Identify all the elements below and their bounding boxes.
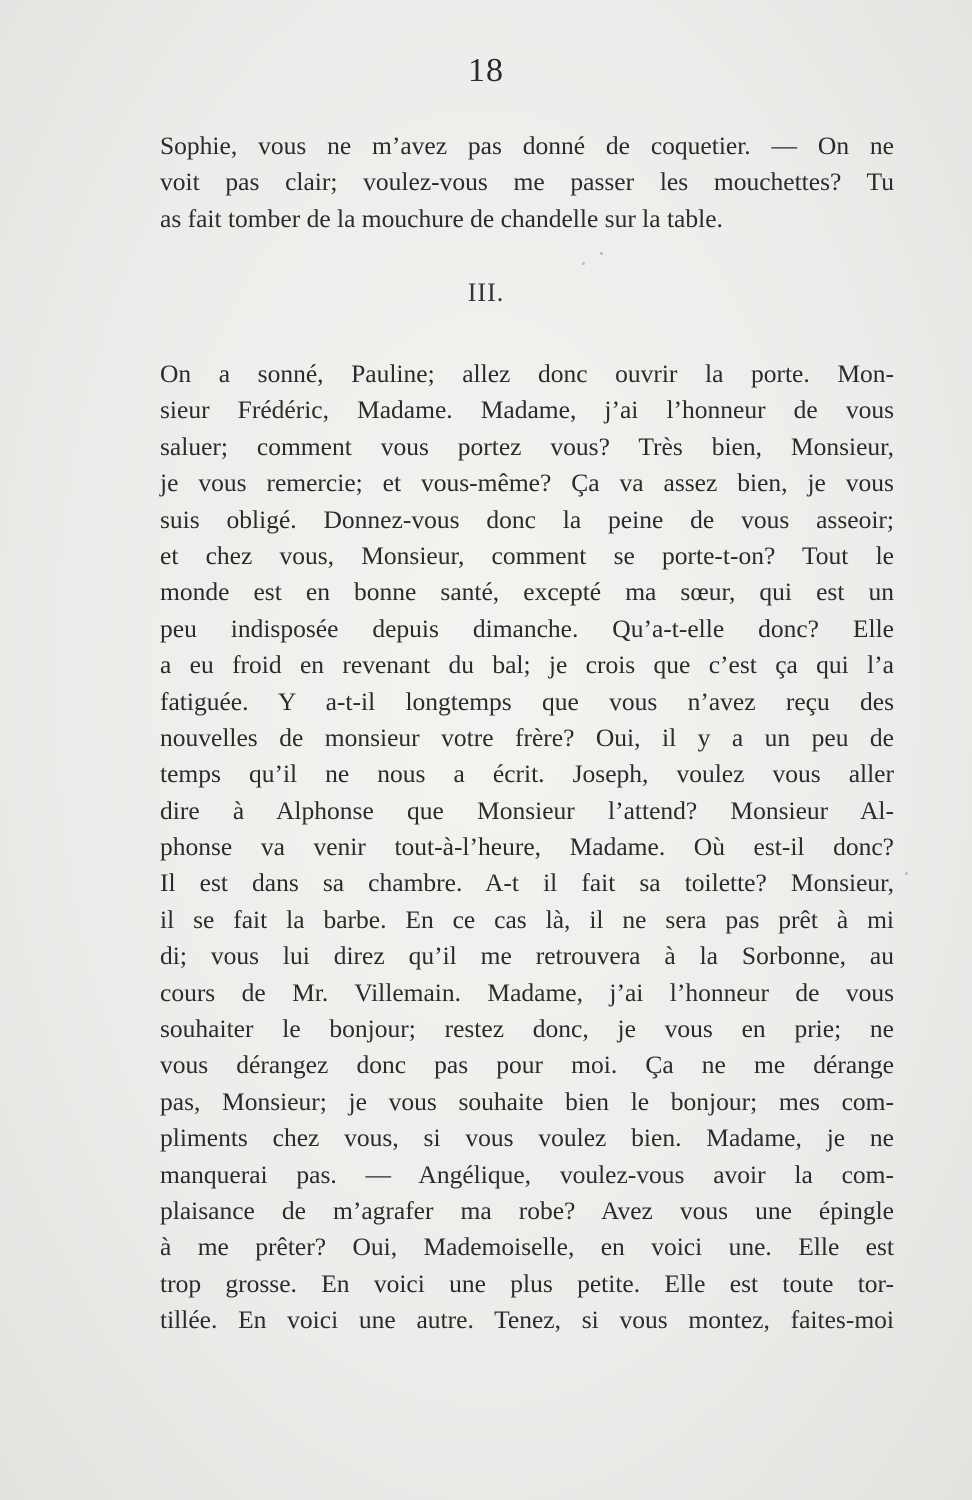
page-number: 18 [468,52,504,89]
text-line: tillée. En voici une autre. Tenez, si vous montez, faites-moi [160,1305,894,1335]
text-line: temps qu’il ne nous a écrit. Joseph, voulez vous aller [160,759,894,789]
text-line: voit pas clair; voulez-vous me passer les mouchettes? Tu [160,167,894,197]
text-line: trop grosse. En voici une plus petite. Elle est toute tor- [160,1268,894,1298]
text-line: nouvelles de monsieur votre frère? Oui, il y a un peu de [160,722,894,752]
text-line: sieur Frédéric, Madame. Madame, j’ai l’honneur de vous [160,395,894,425]
text-line: cours de Mr. Villemain. Madame, j’ai l’honneur de vous [160,977,894,1007]
text-line: à me prêter? Oui, Mademoiselle, en voici une. Elle est [160,1232,894,1262]
text-line: fatiguée. Y a-t-il longtemps que vous n’avez reçu des [160,686,894,716]
text-line: phonse va venir tout-à-l’heure, Madame. Où est-il donc? [160,832,894,862]
text-line: manquerai pas. — Angélique, voulez-vous avoir la com- [160,1159,894,1189]
text-line: et chez vous, Monsieur, comment se porte-t-on? Tout le [160,540,894,570]
text-line: je vous remercie; et vous-même? Ça va assez bien, je vous [160,468,894,498]
text-line: plaisance de m’agrafer ma robe? Avez vous une épingle [160,1195,894,1225]
text-line: pas, Monsieur; je vous souhaite bien le bonjour; mes com- [160,1086,894,1116]
text-line: On a sonné, Pauline; allez donc ouvrir la porte. Mon- [160,359,894,388]
ink-speck [582,262,585,265]
ink-speck [600,252,603,255]
text-line: pliments chez vous, si vous voulez bien. Madame, je ne [160,1123,894,1153]
text-line: as fait tomber de la mouchure de chandelle sur la table. [160,203,723,233]
text-line: peu indisposée depuis dimanche. Qu’a-t-elle donc? Elle [160,613,894,643]
text-line: Sophie, vous ne m’avez pas donné de coquetier. — On ne [160,131,894,160]
text-line: suis obligé. Donnez-vous donc la peine de vous asseoir; [160,504,894,534]
text-line: Il est dans sa chambre. A-t il fait sa toilette? Monsieur, [160,868,894,898]
text-line: monde est en bonne santé, excepté ma sœur, qui est un [160,577,894,607]
text-line: di; vous lui direz qu’il me retrouvera à la Sorbonne, au [160,941,894,971]
text-line: souhaiter le bonjour; restez donc, je vous en prie; ne [160,1014,894,1044]
text-line: vous dérangez donc pas pour moi. Ça ne me dérange [160,1050,894,1080]
ink-speck [905,872,908,875]
paragraph-2 [160,356,894,1339]
text-line: dire à Alphonse que Monsieur l’attend? Monsieur Al- [160,795,894,825]
text-line: saluer; comment vous portez vous? Très bien, Monsieur, [160,431,894,461]
text-line: il se fait la barbe. En ce cas là, il ne sera pas prêt à mi [160,904,894,934]
paragraph-1 [160,128,894,237]
section-heading: III. [467,278,505,307]
text-line: a eu froid en revenant du bal; je crois que c’est ça qui l’a [160,650,894,680]
